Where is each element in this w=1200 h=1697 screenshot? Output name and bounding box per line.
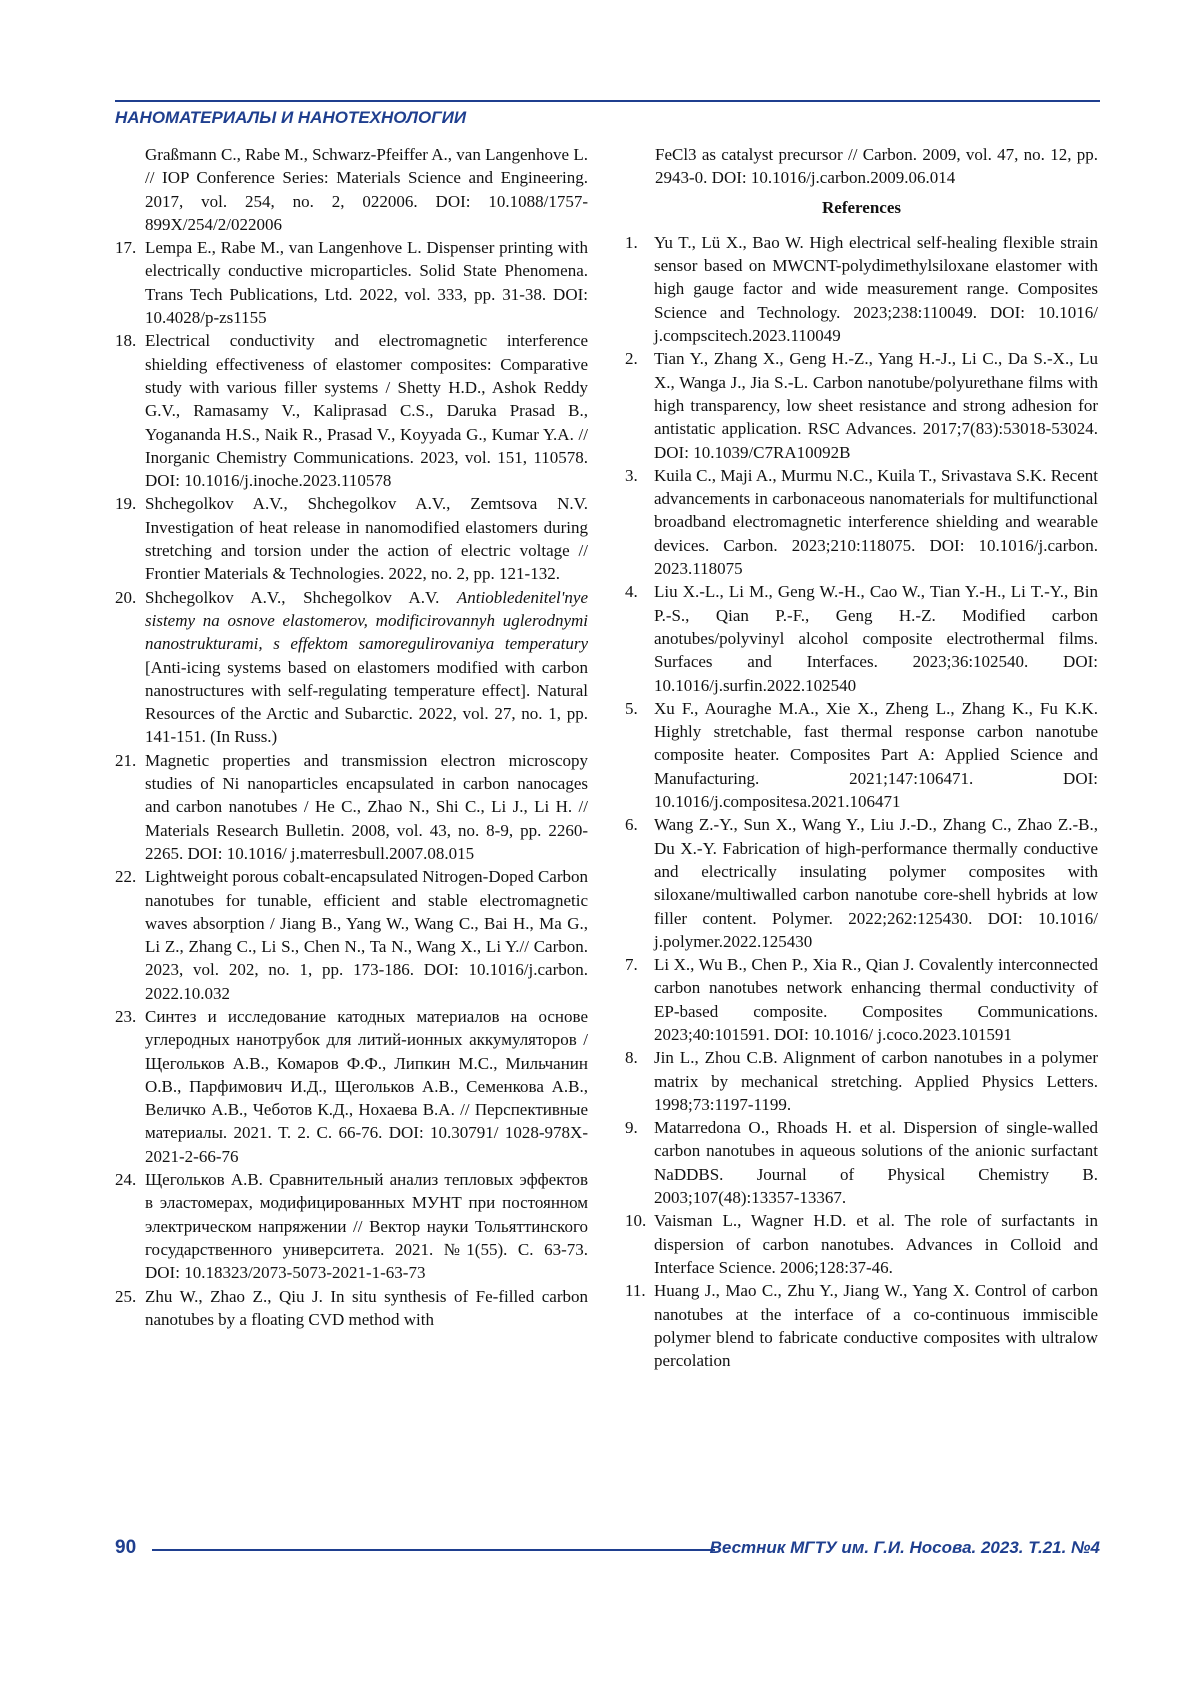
reference-number: 21. xyxy=(115,750,137,770)
reference-text: Wang Z.-Y., Sun X., Wang Y., Liu J.-D., Zhang C., Zhao Z.-B., Du X.-Y. Fabrication of high-performance thermally conductive and electrically insulating polymer composites with siloxane/multiwalled carbon nanotube core-shell hybrids at low filler content. Polymer. 2022;262:125430. DOI: 10.1016/ j.polymer.2022.125430 xyxy=(654,815,1098,951)
reference-number: 5. xyxy=(625,698,638,718)
reference-number: 1. xyxy=(625,232,638,252)
reference-text: Lempa E., Rabe M., van Langenhove L. Dispenser printing with electrically conductive microparticles. Solid State Phenomena. Trans Tech Publications, Ltd. 2022, vol. 333, pp. 31-38. DOI: 10.4028/p-zs1155 xyxy=(145,238,588,328)
reference-text: Magnetic properties and transmission electron microscopy studies of Ni nanoparticles encapsulated in carbon nanocages and carbon nanotubes / He C., Zhao N., Shi C., Li J., Li H. // Materials Research Bulletin. 2008, vol. 43, no. 8-9, pp. 2260-2265. DOI: 10.1016/ j.materresbull.2007.08.015 xyxy=(145,750,588,863)
reference-text: Matarredona O., Rhoads H. et al. Dispersion of single-walled carbon nanotubes in aqueous solutions of the anionic surfactant NaDDBS. Journal of Physical Chemistry B. 2003;107(48):13357-13367. xyxy=(654,1118,1098,1208)
running-header xyxy=(115,100,1100,132)
reference-number: 24. xyxy=(115,1170,137,1190)
reference-title-italic: Antiobledenitel'nye sistemy na osnove elastomerov, modificirovannyh uglerodnymi nanostrukturami, s effektom samoregulirovaniya temperatury xyxy=(145,587,588,654)
reference-item xyxy=(115,1005,588,1168)
reference-number: 18. xyxy=(115,331,137,351)
reference-text: Vaisman L., Wagner H.D. et al. The role of surfactants in dispersion of carbon nanotubes. Advances in Colloid and Interface Science. 2006;128:37-46. xyxy=(654,1211,1098,1277)
reference-number: 22. xyxy=(115,867,137,887)
reference-item xyxy=(625,1209,1098,1279)
reference-item xyxy=(625,1116,1098,1209)
reference-number: 23. xyxy=(115,1006,137,1026)
left-column xyxy=(115,143,588,1331)
reference-item xyxy=(625,231,1098,347)
reference-text: Shchegolkov A.V., Shchegolkov A.V., Zemtsova N.V. Investigation of heat release in nanomodified elastomers during stretching and torsion under the action of electric voltage // Frontier Materials & Technologies. 2022, no. 2, pp. 121-132. xyxy=(145,494,588,584)
page-number: 90 xyxy=(115,1537,137,1558)
reference-number: 6. xyxy=(625,815,638,835)
reference-item xyxy=(625,813,1098,953)
reference-number: 2. xyxy=(625,349,638,369)
reference-number: 25. xyxy=(115,1286,137,1306)
reference-number: 3. xyxy=(625,465,638,485)
reference-text: Синтез и исследование катодных материалов на основе углеродных нанотрубок для литий-ионных аккумуляторов / Щегольков А.В., Комаров Ф.Ф., Липкин М.С., Мильчанин О.В., Парфимович И.Д., Щегольков А.В., Семенкова А.В., Величко А.В., Чеботов К.Д., Нохаева В.А. // Перспективные материалы. 2021. Т. 2. С. 66-76. DOI: 10.30791/ 1028-978X-2021-2-66-76 xyxy=(145,1006,588,1166)
reference-number: 4. xyxy=(625,582,638,602)
reference-text: Kuila C., Maji A., Murmu N.C., Kuila T., Srivastava S.K. Recent advancements in carbonaceous nanomaterials for multifunctional broadband electromagnetic interference shielding and wearable devices. Carbon. 2023;210:118075. DOI: 10.1016/j.carbon. 2023.118075 xyxy=(654,465,1098,579)
reference-text: Xu F., Aouraghe M.A., Xie X., Zheng L., Zhang K., Fu K.K. Highly stretchable, fast thermal response carbon nanotube composite heater. Composites Part A: Applied Science and Manufacturing. 2021;147:106471. DOI: 10.1016/j.compositesa.2021.106471 xyxy=(654,698,1098,812)
section-title: НАНОМАТЕРИАЛЫ И НАНОТЕХНОЛОГИИ xyxy=(115,108,467,127)
references-heading: References xyxy=(822,197,901,217)
reference-item xyxy=(115,492,588,585)
reference-rest: [Anti-icing systems based on elastomers modified with carbon nanostructures with self-regulating temperature effect]. Natural Resources of the Arctic and Subarctic. 2022, vol. 27, no. 1, pp. 141-151. (In Russ.) xyxy=(145,657,588,747)
reference-item xyxy=(625,1046,1098,1116)
reference-item xyxy=(115,865,588,1005)
reference-item xyxy=(625,464,1098,580)
reference-number: 11. xyxy=(625,1281,646,1301)
reference-item xyxy=(625,953,1098,1046)
reference-item xyxy=(115,236,588,329)
reference-item xyxy=(625,580,1098,696)
journal-citation: Вестник МГТУ им. Г.И. Носова. 2023. Т.21. №4 xyxy=(709,1538,1100,1557)
reference-text: Щегольков А.В. Сравнительный анализ тепловых эффектов в эластомерах, модифицированных МУНТ при постоянном электрическом напряжении // Вектор науки Тольяттинского государственного университета. 2021. №1(55). С. 63-73. DOI: 10.18323/2073-5073-2021-1-63-73 xyxy=(145,1170,588,1283)
reference-text: Tian Y., Zhang X., Geng H.-Z., Yang H.-J., Li C., Da S.-X., Lu X., Wanga J., Jia S.-L. Carbon nanotube/polyurethane films with high transparency, low sheet resistance and strong adhesion for antistatic application. RSC Advances. 2017;7(83):53018-53024. DOI: 10.1039/C7RA10092B xyxy=(654,349,1098,462)
right-column xyxy=(625,143,1098,1372)
reference-number: 20. xyxy=(115,587,137,607)
reference-item xyxy=(625,697,1098,813)
reference-number: 19. xyxy=(115,494,137,514)
reference-text: Liu X.-L., Li M., Geng W.-H., Cao W., Tian Y.-H., Li T.-Y., Bin P.-S., Qian P.-F., Geng H.-Z. Modified carbon anotubes/polyvinyl alcohol composite electrothermal films. Surfaces and Interfaces. 2023;36:102540. DOI: 10.1016/j.surfin.2022.102540 xyxy=(654,582,1098,695)
reference-item xyxy=(625,1279,1098,1372)
reference-text xyxy=(145,586,588,749)
reference-number: 7. xyxy=(625,955,638,975)
reference-number: 10. xyxy=(625,1211,647,1231)
reference-text: Lightweight porous cobalt-encapsulated Nitrogen-Doped Carbon nanotubes for tunable, efficient and stable electromagnetic waves absorption / Jiang B., Yang W., Wang C., Bai H., Ma G., Li Z., Zhang C., Li S., Chen N., Ta N., Wang X., Li Y.// Carbon. 2023, vol. 202, no. 1, pp. 173-186. DOI: 10.1016/j.carbon. 2022.10.032 xyxy=(145,867,588,1003)
reference-continuation: FeCl3 as catalyst precursor // Carbon. 2009, vol. 47, no. 12, pp. 2943-0. DOI: 10.1016/j.carbon.2009.06.014 xyxy=(655,145,1098,188)
footer-rule xyxy=(152,1549,715,1551)
reference-number: 9. xyxy=(625,1118,638,1138)
reference-number: 17. xyxy=(115,238,137,258)
reference-item xyxy=(115,749,588,865)
reference-item xyxy=(115,329,588,492)
reference-item xyxy=(115,1285,588,1332)
reference-continuation: Graßmann C., Rabe M., Schwarz-Pfeiffer A., van Langenhove L. // IOP Conference Series: Materials Science and Engineering. 2017, vol. 254, no. 2, 022006. DOI: 10.1088/1757-899X/254/2/022006 xyxy=(145,145,588,234)
reference-item xyxy=(625,347,1098,463)
reference-text: Jin L., Zhou C.B. Alignment of carbon nanotubes in a polymer matrix by mechanical stretching. Applied Physics Letters. 1998;73:1197-1199. xyxy=(654,1048,1098,1114)
reference-text: Yu T., Lü X., Bao W. High electrical self-healing flexible strain sensor based on MWCNT-polydimethylsiloxane elastomer with high gauge factor and wide measurement range. Composites Science and Technology. 2023;238:110049. DOI: 10.1016/ j.compscitech.2023.110049 xyxy=(654,232,1098,346)
reference-author: Shchegolkov A.V., Shchegolkov A.V. xyxy=(145,587,457,607)
reference-text: Electrical conductivity and electromagnetic interference shielding effectiveness of elastomer composites: Comparative study with various filler systems / Shetty H.D., Ashok Reddy G.V., Ramasamy V., Kaliprasad C.S., Daruka Prasad B., Yogananda H.S., Naik R., Prasad V., Koyyada G., Kumar Y.A. // Inorganic Chemistry Communications. 2023, vol. 151, 110578. DOI: 10.1016/j.inoche.2023.110578 xyxy=(145,331,588,491)
reference-item xyxy=(115,1168,588,1284)
reference-number: 8. xyxy=(625,1048,638,1068)
reference-text: Zhu W., Zhao Z., Qiu J. In situ synthesis of Fe-filled carbon nanotubes by a floating CVD method with xyxy=(145,1286,588,1329)
reference-item xyxy=(115,586,588,749)
reference-text: Huang J., Mao C., Zhu Y., Jiang W., Yang X. Control of carbon nanotubes at the interface of a co-continuous immiscible polymer blend to fabricate conductive composites with ultralow percolation xyxy=(654,1281,1098,1371)
running-footer xyxy=(115,1537,1100,1567)
reference-text: Li X., Wu B., Chen P., Xia R., Qian J. Covalently interconnected carbon nanotubes network enhancing thermal conductivity of EP-based composite. Composites Communications. 2023;40:101591. DOI: 10.1016/ j.coco.2023.101591 xyxy=(654,955,1098,1044)
